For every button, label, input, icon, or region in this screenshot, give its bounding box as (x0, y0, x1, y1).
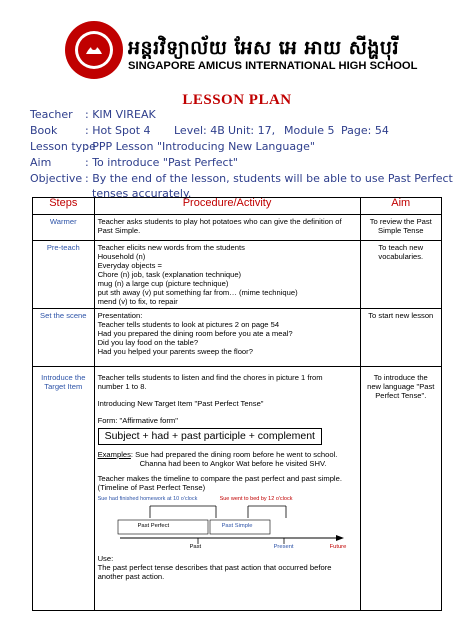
warmer-row (33, 215, 442, 241)
preteach-aim-line: vocabularies. (378, 252, 424, 261)
scene-line: Had you prepared the dining room before you ate a meal? (97, 329, 293, 338)
examples-label: Examples (97, 450, 131, 459)
preteach-line: mug (n) a large cup (picture technique) (97, 279, 229, 288)
level: Level: 4B (174, 124, 225, 137)
warmer-procedure (94, 215, 360, 241)
formula-box: Subject + had + past participle + complement (98, 428, 322, 445)
example-2: Channa had been to Angkor Wat before he visited SHV. (139, 459, 327, 468)
school-logo (64, 20, 124, 80)
preteach-line: Chore (n) job, task (explanation technique) (97, 270, 242, 279)
timeline-intro-line: Teacher makes the timeline to compare the past perfect and past simple. (97, 474, 342, 483)
lesson-plan-table (32, 197, 442, 611)
table-header-row (33, 198, 442, 215)
target-step-line: Target Item (44, 382, 83, 391)
target-new-item: Introducing New Target Item "Past Perfect Tense" (97, 399, 264, 408)
target-aim-line: To introduce the (373, 373, 428, 382)
page-number: Page: 54 (341, 124, 389, 137)
module: Module 5 (284, 124, 335, 137)
step-preteach: Pre-teach (33, 241, 95, 309)
timeline-label-blue: Sue had finished homework at 10 o'clock (97, 496, 198, 502)
target-intro-line: Teacher tells students to listen and find the chores in picture 1 from (97, 373, 323, 382)
objective-label: Objective (30, 172, 83, 185)
preteach-line: Teacher elicits new words from the students (97, 243, 245, 252)
target-intro-line: number 1 to 8. (97, 382, 147, 391)
preteach-line: Everyday objects = (97, 261, 162, 270)
target-aim (360, 367, 441, 611)
preteach-aim (360, 241, 441, 309)
warmer-aim (360, 215, 441, 241)
scene-line: Presentation: (97, 311, 143, 320)
example-1-text: : Sue had prepared the dining room before he went to school. (130, 450, 338, 459)
target-aim-line: new language "Past (367, 382, 435, 391)
scene-line: Did you lay food on the table? (97, 338, 199, 347)
page-title: LESSON PLAN (182, 92, 292, 108)
preteach-line: mend (v) to fix, to repair (97, 297, 178, 306)
use-label: Use: (97, 554, 114, 563)
lesson-type-value: : PPP Lesson "Introducing New Language" (85, 140, 315, 153)
timeline-present: Present (273, 544, 294, 550)
book-row (30, 124, 389, 137)
header-procedure: Procedure/Activity (94, 198, 360, 215)
target-procedure (94, 367, 360, 611)
objective-line1: : By the end of the lesson, students will be able to use Past Perfect (85, 172, 453, 185)
warmer-procedure-line: Past Simple. (97, 226, 141, 235)
unit: Unit: 17, (228, 124, 276, 137)
teacher-row (30, 108, 156, 121)
preteach-aim-line: To teach new (378, 243, 424, 252)
lesson-type-row (30, 140, 315, 153)
use-text-line: another past action. (97, 572, 165, 581)
timeline-past: Past (189, 544, 202, 550)
aim-value: : To introduce "Past Perfect" (85, 156, 238, 169)
timeline-diagram (98, 494, 356, 552)
timeline-label-red: Sue went to bed by 12 o'clock (219, 496, 293, 502)
aim-label: Aim (30, 156, 52, 169)
use-text-line: The past perfect tense describes that past action that occurred before (97, 563, 332, 572)
preteach-line: put sth away (v) put something far from… (mime technique) (97, 288, 298, 297)
target-step-line: Introduce the (41, 373, 86, 382)
teacher-label: Teacher (30, 108, 73, 121)
warmer-aim-line: Simple Tense (378, 226, 424, 235)
lesson-type-label: Lesson type (30, 140, 96, 153)
timeline-intro-line: (Timeline of Past Perfect Tense) (97, 483, 206, 492)
book-label: Book (30, 124, 58, 137)
timeline-past-simple: Past Simple (221, 523, 253, 529)
school-name-khmer: អន្តរវិទ្យាល័យ អែស អេ អាយ សីង្ហបុរី (128, 37, 399, 59)
preteach-line: Household (n) (97, 252, 146, 261)
target-row (33, 367, 442, 611)
target-aim-line: Perfect Tense". (375, 391, 427, 400)
header-steps: Steps (33, 198, 95, 215)
scene-procedure (94, 309, 360, 367)
warmer-aim-line: To review the Past (369, 217, 432, 226)
scene-aim-line: To start new lesson (368, 311, 434, 320)
step-set-scene: Set the scene (33, 309, 95, 367)
objective-line2: tenses accurately. (92, 187, 192, 200)
step-target-item (33, 367, 95, 611)
header-aim: Aim (360, 198, 441, 215)
school-name: SINGAPORE AMICUS INTERNATIONAL HIGH SCHOOL (128, 60, 418, 72)
book-value: : Hot Spot 4 (85, 124, 151, 137)
timeline-future: Future (329, 544, 347, 550)
example-1 (98, 450, 357, 459)
scene-row (33, 309, 442, 367)
scene-line: Teacher tells students to look at pictures 2 on page 54 (97, 320, 280, 329)
form-label: Form: "Affirmative form" (97, 416, 178, 425)
objective-row (30, 172, 453, 185)
preteach-procedure (94, 241, 360, 309)
aim-row (30, 156, 238, 169)
scene-aim (360, 309, 441, 367)
preteach-row (33, 241, 442, 309)
timeline-past-perfect: Past Perfect (137, 523, 170, 529)
step-warmer: Warmer (33, 215, 95, 241)
warmer-procedure-line: Teacher asks students to play hot potatoes who can give the definition of (97, 217, 342, 226)
scene-line: Had you helped your parents sweep the floor? (97, 347, 253, 356)
teacher-value: : KIM VIREAK (85, 108, 156, 121)
